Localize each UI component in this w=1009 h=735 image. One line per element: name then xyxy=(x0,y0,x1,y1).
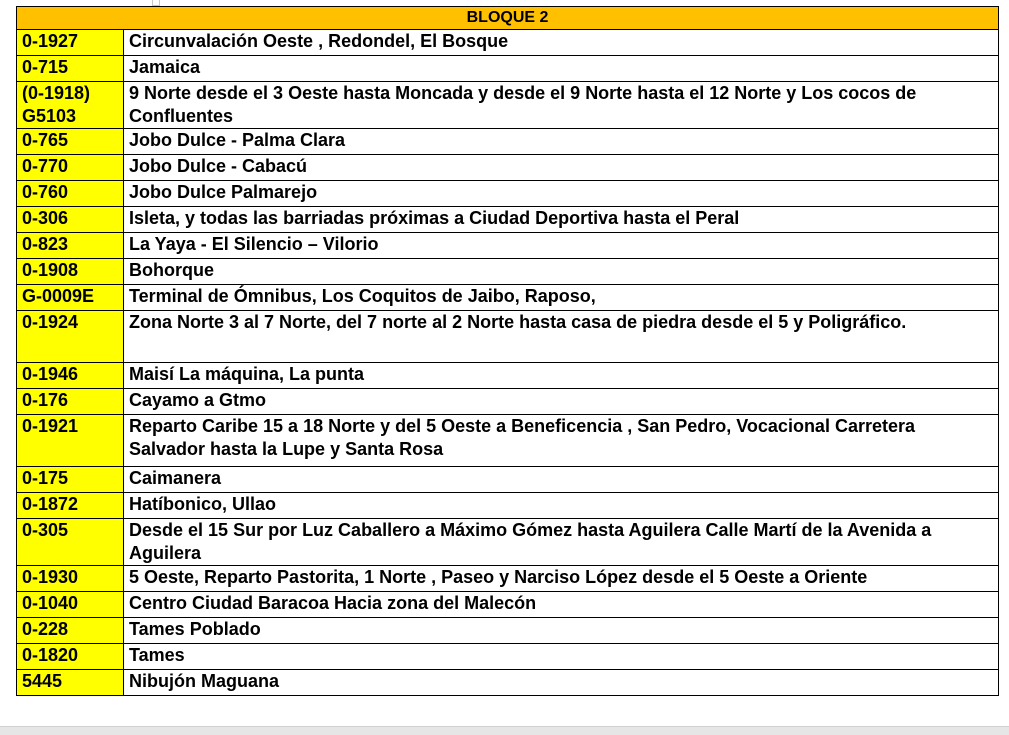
row-code: 0-823 xyxy=(17,233,124,259)
row-code: 0-770 xyxy=(17,155,124,181)
row-code: 0-1921 xyxy=(17,415,124,467)
table-row xyxy=(17,670,999,696)
row-description: Jobo Dulce - Cabacú xyxy=(124,155,999,181)
table-row xyxy=(17,493,999,519)
table-row xyxy=(17,233,999,259)
table-body xyxy=(17,30,999,696)
table-row xyxy=(17,467,999,493)
row-description: Jobo Dulce Palmarejo xyxy=(124,181,999,207)
row-code: 0-765 xyxy=(17,129,124,155)
row-description: Circunvalación Oeste , Redondel, El Bosque xyxy=(124,30,999,56)
row-code: 0-760 xyxy=(17,181,124,207)
row-description: Jamaica xyxy=(124,56,999,82)
table-header-row xyxy=(17,7,999,30)
row-description: Isleta, y todas las barriadas próximas a Ciudad Deportiva hasta el Peral xyxy=(124,207,999,233)
row-description: Centro Ciudad Baracoa Hacia zona del Malecón xyxy=(124,592,999,618)
row-description: Nibujón Maguana xyxy=(124,670,999,696)
row-description: La Yaya - El Silencio – Vilorio xyxy=(124,233,999,259)
row-code: 0-1040 xyxy=(17,592,124,618)
row-code: 0-1946 xyxy=(17,363,124,389)
row-description: Tames Poblado xyxy=(124,618,999,644)
row-code: 0-1820 xyxy=(17,644,124,670)
table-row xyxy=(17,181,999,207)
table-row xyxy=(17,592,999,618)
row-code: 0-1924 xyxy=(17,311,124,363)
row-code: 0-305 xyxy=(17,519,124,566)
table-row xyxy=(17,415,999,467)
row-description: Tames xyxy=(124,644,999,670)
row-code: 0-1927 xyxy=(17,30,124,56)
row-description: Reparto Caribe 15 a 18 Norte y del 5 Oeste a Beneficencia , San Pedro, Vocacional Carretera Salvador hasta la Lupe y Santa Rosa xyxy=(124,415,999,467)
row-code: 0-306 xyxy=(17,207,124,233)
row-code: 0-1930 xyxy=(17,566,124,592)
row-code: 5445 xyxy=(17,670,124,696)
row-code: 0-176 xyxy=(17,389,124,415)
row-description: Jobo Dulce - Palma Clara xyxy=(124,129,999,155)
row-description: 5 Oeste, Reparto Pastorita, 1 Norte , Paseo y Narciso López desde el 5 Oeste a Oriente xyxy=(124,566,999,592)
row-description: Maisí La máquina, La punta xyxy=(124,363,999,389)
table-row xyxy=(17,566,999,592)
row-description: Desde el 15 Sur por Luz Caballero a Máximo Gómez hasta Aguilera Calle Martí de la Avenida a Aguilera xyxy=(124,519,999,566)
table-row xyxy=(17,207,999,233)
table-row xyxy=(17,618,999,644)
table-title: BLOQUE 2 xyxy=(17,7,999,30)
row-code: 0-228 xyxy=(17,618,124,644)
table-row xyxy=(17,644,999,670)
row-description: Hatíbonico, Ullao xyxy=(124,493,999,519)
row-code: 0-175 xyxy=(17,467,124,493)
row-description: Zona Norte 3 al 7 Norte, del 7 norte al 2 Norte hasta casa de piedra desde el 5 y Poligráfico. xyxy=(124,311,999,363)
table-row xyxy=(17,519,999,566)
row-description: Caimanera xyxy=(124,467,999,493)
row-description: Cayamo a Gtmo xyxy=(124,389,999,415)
table-row xyxy=(17,311,999,363)
row-description: Terminal de Ómnibus, Los Coquitos de Jaibo, Raposo, xyxy=(124,285,999,311)
table-row xyxy=(17,30,999,56)
bloque-table xyxy=(16,6,999,696)
table-row xyxy=(17,155,999,181)
table-row xyxy=(17,285,999,311)
row-code: (0-1918) G5103 xyxy=(17,82,124,129)
table-row xyxy=(17,56,999,82)
row-code: 0-1908 xyxy=(17,259,124,285)
table-row xyxy=(17,363,999,389)
row-code: 0-1872 xyxy=(17,493,124,519)
row-code: 0-715 xyxy=(17,56,124,82)
row-code: G-0009E xyxy=(17,285,124,311)
table-row xyxy=(17,259,999,285)
row-description: 9 Norte desde el 3 Oeste hasta Moncada y desde el 9 Norte hasta el 12 Norte y Los cocos de Confluentes xyxy=(124,82,999,129)
table-row xyxy=(17,389,999,415)
table-row xyxy=(17,129,999,155)
row-description: Bohorque xyxy=(124,259,999,285)
table-row xyxy=(17,82,999,129)
